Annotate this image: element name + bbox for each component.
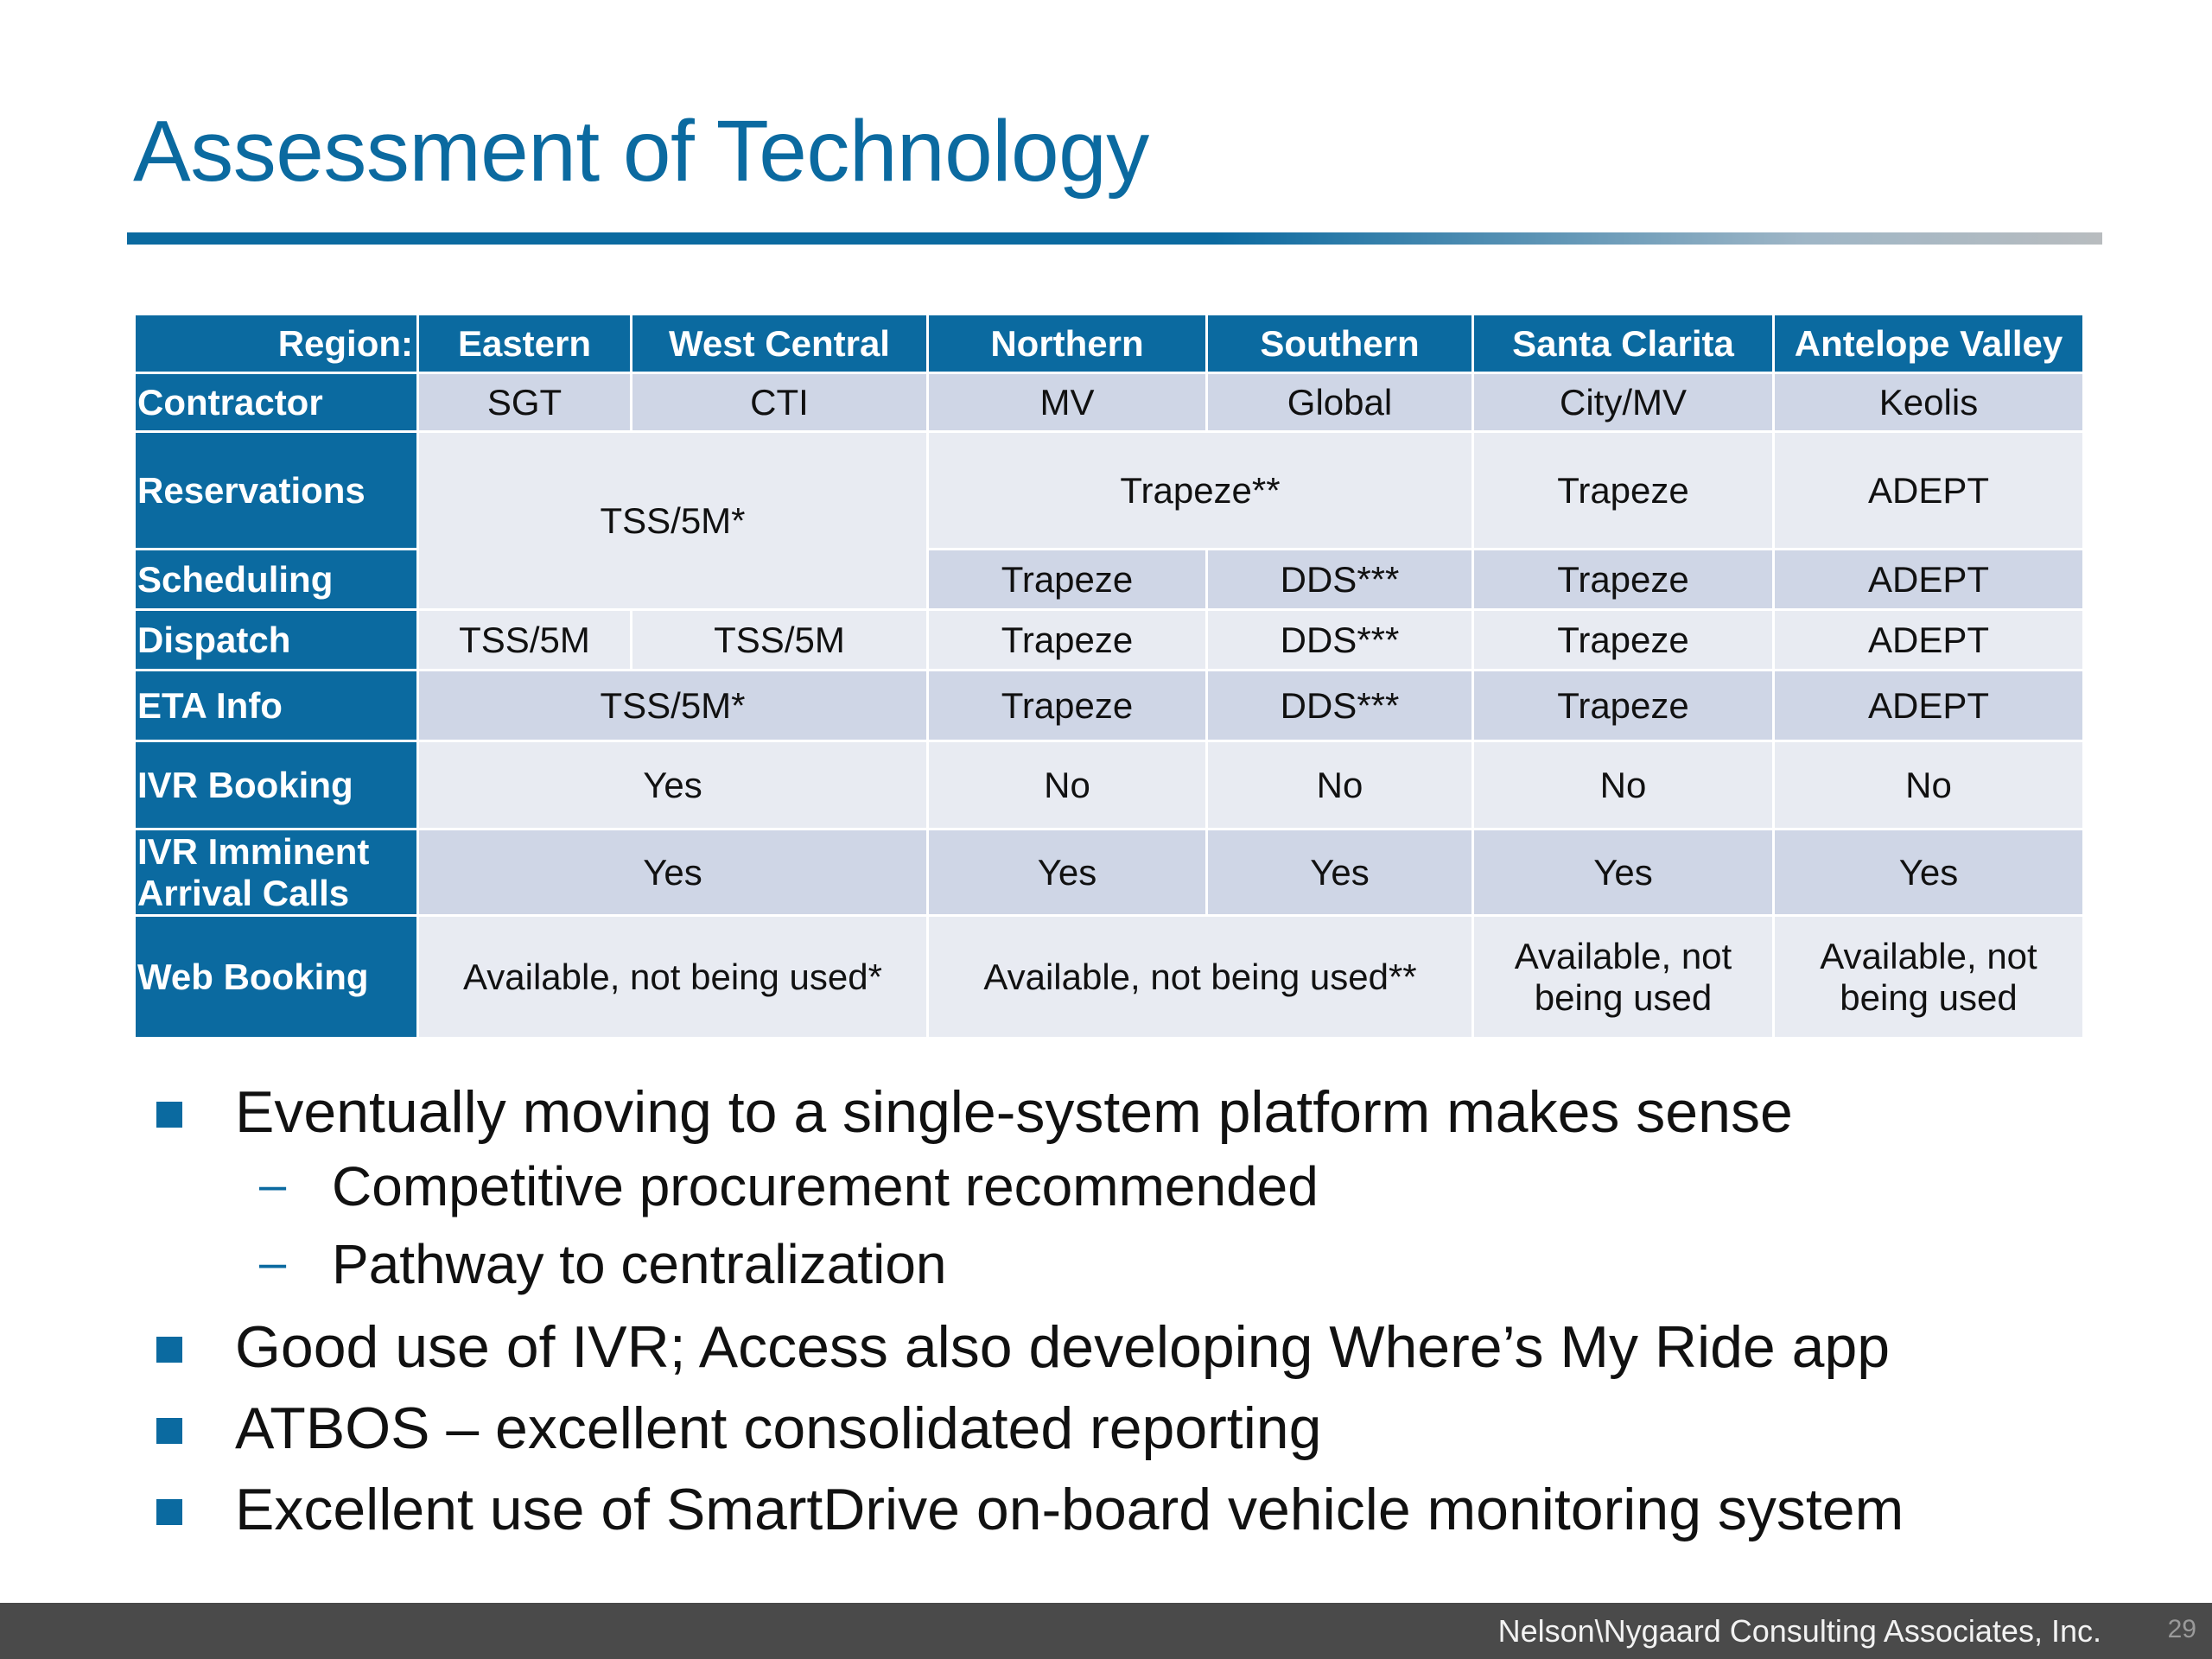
- row-label-contractor: Contractor: [135, 373, 418, 432]
- table-row-eta-info: [135, 671, 2084, 741]
- region-header-santa-clarita: Santa Clarita: [1473, 315, 1774, 373]
- cell-web-booking-santa-clarita-line1: Available, not: [1514, 936, 1732, 977]
- footer-company-name: Nelson\Nygaard Consulting Associates, Inc.: [1497, 1613, 2101, 1649]
- square-bullet-icon: [156, 1499, 182, 1525]
- bullet-item: [0, 1305, 2212, 1380]
- cell-dispatch-west-central: TSS/5M: [632, 610, 928, 671]
- region-header-northern: Northern: [928, 315, 1207, 373]
- table-row-contractor: [135, 373, 2084, 432]
- cell-web-booking-antelope-valley: [1774, 916, 2084, 1039]
- row-label-eta-info: ETA Info: [135, 671, 418, 741]
- page-number: 29: [2167, 1615, 2196, 1643]
- cell-eta-info-northern: Trapeze: [928, 671, 1207, 741]
- cell-eta-info-antelope-valley: ADEPT: [1774, 671, 2084, 741]
- row-label-dispatch: Dispatch: [135, 610, 418, 671]
- cell-ivr-booking-santa-clarita: No: [1473, 741, 1774, 830]
- region-header-eastern: Eastern: [418, 315, 632, 373]
- cell-scheduling-northern: Trapeze: [928, 550, 1207, 610]
- cell-web-booking-northern-southern: Available, not being used**: [928, 916, 1473, 1039]
- cell-reservations-antelope-valley: ADEPT: [1774, 432, 2084, 550]
- region-header-west-central: West Central: [632, 315, 928, 373]
- row-label-ivr-booking: IVR Booking: [135, 741, 418, 830]
- cell-contractor-northern: MV: [928, 373, 1207, 432]
- dash-bullet-icon: –: [259, 1157, 287, 1211]
- row-label-ivr-imminent-arrival: [135, 830, 418, 916]
- cell-ivr-booking-antelope-valley: No: [1774, 741, 2084, 830]
- cell-ivr-booking-northern: No: [928, 741, 1207, 830]
- title-divider: [127, 232, 2102, 245]
- cell-contractor-west-central: CTI: [632, 373, 928, 432]
- cell-contractor-antelope-valley: Keolis: [1774, 373, 2084, 432]
- cell-contractor-southern: Global: [1207, 373, 1473, 432]
- region-header-antelope-valley: Antelope Valley: [1774, 315, 2084, 373]
- cell-ivr-booking-southern: No: [1207, 741, 1473, 830]
- cell-web-booking-santa-clarita-line2: being used: [1534, 976, 1713, 1018]
- region-header-southern: Southern: [1207, 315, 1473, 373]
- table-row-web-booking: [135, 916, 2084, 1039]
- cell-ivr-imminent-santa-clarita: Yes: [1473, 830, 1774, 916]
- cell-reservations-scheduling-eastern-west-central: TSS/5M*: [418, 432, 928, 610]
- cell-ivr-imminent-antelope-valley: Yes: [1774, 830, 2084, 916]
- cell-scheduling-antelope-valley: ADEPT: [1774, 550, 2084, 610]
- cell-eta-info-eastern-west-central: TSS/5M*: [418, 671, 928, 741]
- cell-reservations-northern-southern: Trapeze**: [928, 432, 1473, 550]
- square-bullet-icon: [156, 1102, 182, 1128]
- bullet-text: Good use of IVR; Access also developing Where’s My Ride app: [235, 1314, 1891, 1380]
- row-label-web-booking: Web Booking: [135, 916, 418, 1039]
- bullet-text: Eventually moving to a single-system platform makes sense: [235, 1079, 1793, 1145]
- dash-bullet-icon: –: [259, 1235, 287, 1289]
- technology-table: [133, 313, 2085, 1039]
- table-row-dispatch: [135, 610, 2084, 671]
- square-bullet-icon: [156, 1418, 182, 1444]
- bullet-item: [0, 1467, 2212, 1542]
- cell-dispatch-northern: Trapeze: [928, 610, 1207, 671]
- cell-web-booking-eastern-west-central: Available, not being used*: [418, 916, 928, 1039]
- region-header-label: Region:: [135, 315, 418, 373]
- bullet-item: [0, 1225, 2212, 1294]
- cell-ivr-imminent-southern: Yes: [1207, 830, 1473, 916]
- cell-contractor-eastern: SGT: [418, 373, 632, 432]
- row-label-reservations: Reservations: [135, 432, 418, 550]
- cell-web-booking-santa-clarita: [1473, 916, 1774, 1039]
- cell-ivr-imminent-northern: Yes: [928, 830, 1207, 916]
- cell-ivr-booking-eastern-west-central: Yes: [418, 741, 928, 830]
- cell-reservations-santa-clarita: Trapeze: [1473, 432, 1774, 550]
- table-row-ivr-imminent-arrival: [135, 830, 2084, 916]
- table-header-row: [135, 315, 2084, 373]
- cell-eta-info-santa-clarita: Trapeze: [1473, 671, 1774, 741]
- cell-scheduling-santa-clarita: Trapeze: [1473, 550, 1774, 610]
- cell-contractor-santa-clarita: City/MV: [1473, 373, 1774, 432]
- table-row-reservations: [135, 432, 2084, 550]
- cell-eta-info-southern: DDS***: [1207, 671, 1473, 741]
- row-label-ivr-imminent-line2: Arrival Calls: [137, 872, 350, 913]
- cell-scheduling-southern: DDS***: [1207, 550, 1473, 610]
- bullet-item: [0, 1386, 2212, 1461]
- square-bullet-icon: [156, 1337, 182, 1363]
- footer-bar: [0, 1603, 2212, 1659]
- cell-web-booking-antelope-valley-line1: Available, not: [1820, 936, 2037, 977]
- bullet-text: Competitive procurement recommended: [332, 1155, 1319, 1217]
- bullet-text: Pathway to centralization: [332, 1233, 947, 1295]
- cell-dispatch-eastern: TSS/5M: [418, 610, 632, 671]
- bullet-text: Excellent use of SmartDrive on-board vehicle monitoring system: [235, 1477, 1904, 1542]
- cell-dispatch-santa-clarita: Trapeze: [1473, 610, 1774, 671]
- cell-dispatch-antelope-valley: ADEPT: [1774, 610, 2084, 671]
- cell-web-booking-antelope-valley-line2: being used: [1840, 976, 2018, 1018]
- bullet-text: ATBOS – excellent consolidated reporting: [235, 1395, 1322, 1461]
- bullet-item: [0, 1070, 2212, 1145]
- row-label-scheduling: Scheduling: [135, 550, 418, 610]
- row-label-ivr-imminent-line1: IVR Imminent: [137, 831, 370, 873]
- bullet-item: [0, 1147, 2212, 1217]
- table-row-ivr-booking: [135, 741, 2084, 830]
- cell-ivr-imminent-eastern-west-central: Yes: [418, 830, 928, 916]
- slide-title: Assessment of Technology: [133, 103, 1149, 200]
- cell-dispatch-southern: DDS***: [1207, 610, 1473, 671]
